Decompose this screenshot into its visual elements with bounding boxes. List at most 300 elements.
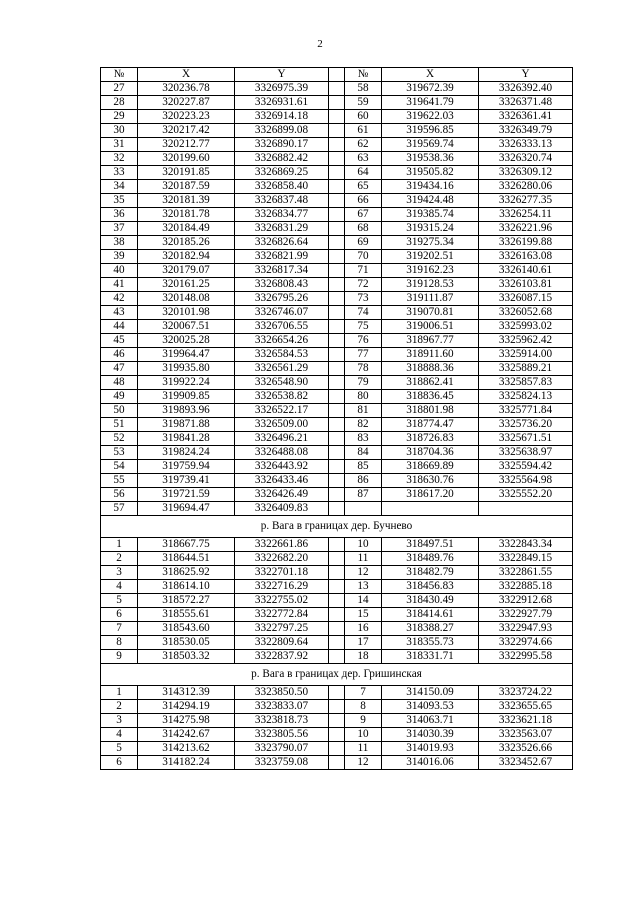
table-row (101, 306, 573, 320)
table-cell: 7 (101, 622, 138, 636)
table-cell: 87 (345, 488, 382, 502)
table-row (101, 460, 573, 474)
table-row (101, 686, 573, 700)
table-cell: 82 (345, 418, 382, 432)
table-cell: 3322843.34 (479, 538, 573, 552)
table-cell: 3326426.49 (235, 488, 329, 502)
header-y: Y (479, 68, 573, 82)
table-row (101, 82, 573, 96)
table-cell: 314093.53 (382, 700, 479, 714)
table-cell: 69 (345, 236, 382, 250)
gap-cell (329, 222, 345, 236)
table-cell: 55 (101, 474, 138, 488)
table-cell: 32 (101, 152, 138, 166)
table-cell: 320182.94 (138, 250, 235, 264)
table-cell: 319622.03 (382, 110, 479, 124)
table-cell: 4 (101, 728, 138, 742)
table-row (101, 138, 573, 152)
table-cell: 3322927.79 (479, 608, 573, 622)
table-cell: 3326320.74 (479, 152, 573, 166)
table-cell: 319759.94 (138, 460, 235, 474)
table-cell: 10 (345, 538, 382, 552)
table-cell: 52 (101, 432, 138, 446)
header-y: Y (235, 68, 329, 82)
table-cell (479, 502, 573, 516)
table-cell: 36 (101, 208, 138, 222)
table-cell: 79 (345, 376, 382, 390)
table-row (101, 208, 573, 222)
table-cell: 3322974.66 (479, 636, 573, 650)
table-cell: 41 (101, 278, 138, 292)
table-cell: 3326746.07 (235, 306, 329, 320)
table-row (101, 636, 573, 650)
table-cell: 319111.87 (382, 292, 479, 306)
table-cell: 74 (345, 306, 382, 320)
table-cell: 3325552.20 (479, 488, 573, 502)
table-cell: 318530.05 (138, 636, 235, 650)
table-cell: 3326890.17 (235, 138, 329, 152)
table-cell: 318801.98 (382, 404, 479, 418)
table-cell: 3322797.25 (235, 622, 329, 636)
table-cell: 37 (101, 222, 138, 236)
table-cell: 3322716.29 (235, 580, 329, 594)
table-cell: 56 (101, 488, 138, 502)
table-cell: 15 (345, 608, 382, 622)
table-row (101, 742, 573, 756)
table-cell: 83 (345, 432, 382, 446)
page-number: 2 (317, 38, 323, 50)
table-cell: 3326561.29 (235, 362, 329, 376)
gap-cell (329, 292, 345, 306)
table-cell: 62 (345, 138, 382, 152)
table-cell: 3326221.96 (479, 222, 573, 236)
table-cell: 76 (345, 334, 382, 348)
table-cell: 77 (345, 348, 382, 362)
table-cell: 9 (345, 714, 382, 728)
gap-cell (329, 650, 345, 664)
table-cell: 3326817.34 (235, 264, 329, 278)
table-cell: 318497.51 (382, 538, 479, 552)
table-cell: 3322772.84 (235, 608, 329, 622)
gap-cell (329, 152, 345, 166)
table-cell: 3 (101, 714, 138, 728)
table-cell: 320181.78 (138, 208, 235, 222)
gap-cell (329, 390, 345, 404)
table-row (101, 608, 573, 622)
table-cell: 318456.83 (382, 580, 479, 594)
table-cell: 318836.45 (382, 390, 479, 404)
table-cell: 12 (345, 756, 382, 770)
gap-cell (329, 82, 345, 96)
table-row (101, 418, 573, 432)
table-cell: 318331.71 (382, 650, 479, 664)
table-cell: 319596.85 (382, 124, 479, 138)
table-cell: 318503.32 (138, 650, 235, 664)
table-cell: 3322682.20 (235, 552, 329, 566)
table-cell: 319275.34 (382, 236, 479, 250)
table-cell: 320199.60 (138, 152, 235, 166)
table-cell (345, 502, 382, 516)
table-cell: 3326837.48 (235, 194, 329, 208)
table-cell: 314030.39 (382, 728, 479, 742)
table-cell: 3326509.00 (235, 418, 329, 432)
table-row (101, 714, 573, 728)
table-row (101, 250, 573, 264)
table-cell: 3326858.40 (235, 180, 329, 194)
table-cell: 318667.75 (138, 538, 235, 552)
table-row (101, 594, 573, 608)
gap-cell (329, 320, 345, 334)
table-cell: 3323818.73 (235, 714, 329, 728)
table-cell: 3325594.42 (479, 460, 573, 474)
table-cell: 3326548.90 (235, 376, 329, 390)
table-cell: 58 (345, 82, 382, 96)
table-cell: 319006.51 (382, 320, 479, 334)
table-cell: 43 (101, 306, 138, 320)
table-row (101, 124, 573, 138)
table-cell: 319385.74 (382, 208, 479, 222)
table-row (101, 580, 573, 594)
table-cell: 319315.24 (382, 222, 479, 236)
header-num: № (345, 68, 382, 82)
table-cell: 50 (101, 404, 138, 418)
table-cell: 314312.39 (138, 686, 235, 700)
gap-cell (329, 208, 345, 222)
table-cell: 3323452.67 (479, 756, 573, 770)
table-cell: 3323655.65 (479, 700, 573, 714)
table-cell: 73 (345, 292, 382, 306)
table-cell: 70 (345, 250, 382, 264)
table-cell: 3326538.82 (235, 390, 329, 404)
table-row (101, 222, 573, 236)
table-cell: 314275.98 (138, 714, 235, 728)
table-cell: 318862.41 (382, 376, 479, 390)
table-row (101, 264, 573, 278)
table-cell: 27 (101, 82, 138, 96)
table-cell: 3326199.88 (479, 236, 573, 250)
gap-cell (329, 460, 345, 474)
table-cell: 18 (345, 650, 382, 664)
table-cell: 3325736.20 (479, 418, 573, 432)
table-cell: 65 (345, 180, 382, 194)
table-cell: 3326103.81 (479, 278, 573, 292)
table-cell: 60 (345, 110, 382, 124)
gap-cell (329, 432, 345, 446)
table-cell: 320217.42 (138, 124, 235, 138)
header-gap (329, 68, 345, 82)
table-row (101, 488, 573, 502)
gap-cell (329, 622, 345, 636)
table-cell: 3326277.35 (479, 194, 573, 208)
table-cell: 84 (345, 446, 382, 460)
table-cell: 318644.51 (138, 552, 235, 566)
table-row (101, 650, 573, 664)
table-cell: 3323759.08 (235, 756, 329, 770)
table-cell: 319893.96 (138, 404, 235, 418)
table-cell: 54 (101, 460, 138, 474)
gap-cell (329, 250, 345, 264)
table-cell: 319424.48 (382, 194, 479, 208)
table-cell (382, 502, 479, 516)
table-cell: 318489.76 (382, 552, 479, 566)
gap-cell (329, 474, 345, 488)
table-cell: 319505.82 (382, 166, 479, 180)
table-row (101, 348, 573, 362)
table-cell: 1 (101, 538, 138, 552)
table-cell: 45 (101, 334, 138, 348)
table-cell: 3322861.55 (479, 566, 573, 580)
table-cell: 86 (345, 474, 382, 488)
table-cell: 320212.77 (138, 138, 235, 152)
table-cell: 319694.47 (138, 502, 235, 516)
table-cell: 29 (101, 110, 138, 124)
table-cell: 3325962.42 (479, 334, 573, 348)
table-cell: 319070.81 (382, 306, 479, 320)
table-cell: 3325671.51 (479, 432, 573, 446)
gap-cell (329, 194, 345, 208)
gap-cell (329, 348, 345, 362)
table-cell: 3323833.07 (235, 700, 329, 714)
section-title: р. Вага в границах дер. Бучнево (101, 516, 573, 538)
table-cell: 318617.20 (382, 488, 479, 502)
table-cell: 3326371.48 (479, 96, 573, 110)
gap-cell (329, 742, 345, 756)
table-cell: 13 (345, 580, 382, 594)
table-cell: 3326931.61 (235, 96, 329, 110)
table-cell: 3325889.21 (479, 362, 573, 376)
table-cell: 319841.28 (138, 432, 235, 446)
table-cell: 3326163.08 (479, 250, 573, 264)
table-cell: 319909.85 (138, 390, 235, 404)
gap-cell (329, 180, 345, 194)
table-cell: 318430.49 (382, 594, 479, 608)
table-cell: 318555.61 (138, 608, 235, 622)
table-row (101, 756, 573, 770)
table-cell: 320025.28 (138, 334, 235, 348)
table-cell: 34 (101, 180, 138, 194)
table-cell: 6 (101, 756, 138, 770)
table-cell: 12 (345, 566, 382, 580)
table-cell: 59 (345, 96, 382, 110)
table-cell: 319824.24 (138, 446, 235, 460)
table-row (101, 180, 573, 194)
gap-cell (329, 376, 345, 390)
section-title-row (101, 516, 573, 538)
table-cell: 314063.71 (382, 714, 479, 728)
table-cell: 318669.89 (382, 460, 479, 474)
table-row (101, 474, 573, 488)
table-cell: 318911.60 (382, 348, 479, 362)
table-cell: 3325771.84 (479, 404, 573, 418)
table-cell: 318774.47 (382, 418, 479, 432)
table-cell: 35 (101, 194, 138, 208)
table-cell: 3326522.17 (235, 404, 329, 418)
table-cell: 318388.27 (382, 622, 479, 636)
table-cell: 3325914.00 (479, 348, 573, 362)
gap-cell (329, 418, 345, 432)
table-cell: 47 (101, 362, 138, 376)
table-cell: 3326654.26 (235, 334, 329, 348)
table-cell: 3326826.64 (235, 236, 329, 250)
gap-cell (329, 756, 345, 770)
gap-cell (329, 334, 345, 348)
table-row (101, 552, 573, 566)
table-cell: 11 (345, 552, 382, 566)
table-cell: 51 (101, 418, 138, 432)
section-title-row (101, 664, 573, 686)
table-cell: 61 (345, 124, 382, 138)
table-cell: 320179.07 (138, 264, 235, 278)
table-cell: 3326392.40 (479, 82, 573, 96)
table-cell: 49 (101, 390, 138, 404)
gap-cell (329, 566, 345, 580)
table-cell: 46 (101, 348, 138, 362)
table-cell: 4 (101, 580, 138, 594)
table-row (101, 194, 573, 208)
table-row (101, 152, 573, 166)
table-cell: 1 (101, 686, 138, 700)
table-cell: 16 (345, 622, 382, 636)
table-cell: 314294.19 (138, 700, 235, 714)
table-cell: 40 (101, 264, 138, 278)
table-cell: 66 (345, 194, 382, 208)
table-cell: 314213.62 (138, 742, 235, 756)
table-cell: 3326975.39 (235, 82, 329, 96)
table-cell: 48 (101, 376, 138, 390)
gap-cell (329, 166, 345, 180)
coordinates-table (100, 67, 573, 770)
header-x: X (382, 68, 479, 82)
table-cell: 42 (101, 292, 138, 306)
table-cell: 81 (345, 404, 382, 418)
table-row (101, 622, 573, 636)
table-cell: 6 (101, 608, 138, 622)
gap-cell (329, 264, 345, 278)
table-cell: 319162.23 (382, 264, 479, 278)
table-cell: 5 (101, 742, 138, 756)
table-cell: 314016.06 (382, 756, 479, 770)
table-cell: 318625.92 (138, 566, 235, 580)
gap-cell (329, 502, 345, 516)
table-cell: 3323724.22 (479, 686, 573, 700)
table-cell: 67 (345, 208, 382, 222)
table-cell: 320184.49 (138, 222, 235, 236)
table-cell: 318614.10 (138, 580, 235, 594)
table-cell: 3326706.55 (235, 320, 329, 334)
table-cell: 320187.59 (138, 180, 235, 194)
table-cell: 72 (345, 278, 382, 292)
table-cell: 3322912.68 (479, 594, 573, 608)
gap-cell (329, 714, 345, 728)
table-cell: 64 (345, 166, 382, 180)
table-cell: 314019.93 (382, 742, 479, 756)
table-cell: 8 (101, 636, 138, 650)
table-cell: 39 (101, 250, 138, 264)
table-row (101, 334, 573, 348)
table-cell: 320223.23 (138, 110, 235, 124)
gap-cell (329, 446, 345, 460)
table-cell: 320191.85 (138, 166, 235, 180)
table-cell: 3325857.83 (479, 376, 573, 390)
table-row (101, 376, 573, 390)
table-cell: 318414.61 (382, 608, 479, 622)
table-cell: 17 (345, 636, 382, 650)
table-cell: 2 (101, 552, 138, 566)
table-cell: 3326882.42 (235, 152, 329, 166)
table-cell: 3325824.13 (479, 390, 573, 404)
table-cell: 320148.08 (138, 292, 235, 306)
table-cell: 2 (101, 700, 138, 714)
table-cell: 3326443.92 (235, 460, 329, 474)
table-cell: 3326280.06 (479, 180, 573, 194)
table-cell: 319434.16 (382, 180, 479, 194)
table-cell: 318726.83 (382, 432, 479, 446)
table-row (101, 278, 573, 292)
table-row (101, 390, 573, 404)
table-row (101, 700, 573, 714)
table-row (101, 404, 573, 418)
gap-cell (329, 362, 345, 376)
table-cell: 3326052.68 (479, 306, 573, 320)
table-cell: 319739.41 (138, 474, 235, 488)
gap-cell (329, 580, 345, 594)
table-cell: 85 (345, 460, 382, 474)
table-cell: 318482.79 (382, 566, 479, 580)
table-cell: 3326349.79 (479, 124, 573, 138)
table-cell: 44 (101, 320, 138, 334)
table-cell: 3326821.99 (235, 250, 329, 264)
table-cell: 319721.59 (138, 488, 235, 502)
table-cell: 3 (101, 566, 138, 580)
table-cell: 3326914.18 (235, 110, 329, 124)
table-cell: 3326361.41 (479, 110, 573, 124)
table-cell: 314182.24 (138, 756, 235, 770)
table-cell: 30 (101, 124, 138, 138)
table-cell: 3326309.12 (479, 166, 573, 180)
table-cell: 68 (345, 222, 382, 236)
table-cell: 71 (345, 264, 382, 278)
table-cell: 319922.24 (138, 376, 235, 390)
table-cell: 7 (345, 686, 382, 700)
table-cell: 3326409.83 (235, 502, 329, 516)
table-row (101, 320, 573, 334)
table-cell: 11 (345, 742, 382, 756)
gap-cell (329, 552, 345, 566)
table-cell: 38 (101, 236, 138, 250)
table-cell: 78 (345, 362, 382, 376)
table-cell: 3323526.66 (479, 742, 573, 756)
table-cell: 314150.09 (382, 686, 479, 700)
table-cell: 80 (345, 390, 382, 404)
gap-cell (329, 110, 345, 124)
table-cell: 318888.36 (382, 362, 479, 376)
table-cell: 57 (101, 502, 138, 516)
table-cell: 3325993.02 (479, 320, 573, 334)
table-cell: 318355.73 (382, 636, 479, 650)
table-cell: 10 (345, 728, 382, 742)
table-cell: 3323621.18 (479, 714, 573, 728)
table-row (101, 236, 573, 250)
table-cell: 319672.39 (382, 82, 479, 96)
table-header-row (101, 68, 573, 82)
table-cell: 14 (345, 594, 382, 608)
table-cell: 318572.27 (138, 594, 235, 608)
table-cell: 3326795.26 (235, 292, 329, 306)
table-cell: 3323850.50 (235, 686, 329, 700)
table-cell: 28 (101, 96, 138, 110)
table-cell: 75 (345, 320, 382, 334)
gap-cell (329, 124, 345, 138)
